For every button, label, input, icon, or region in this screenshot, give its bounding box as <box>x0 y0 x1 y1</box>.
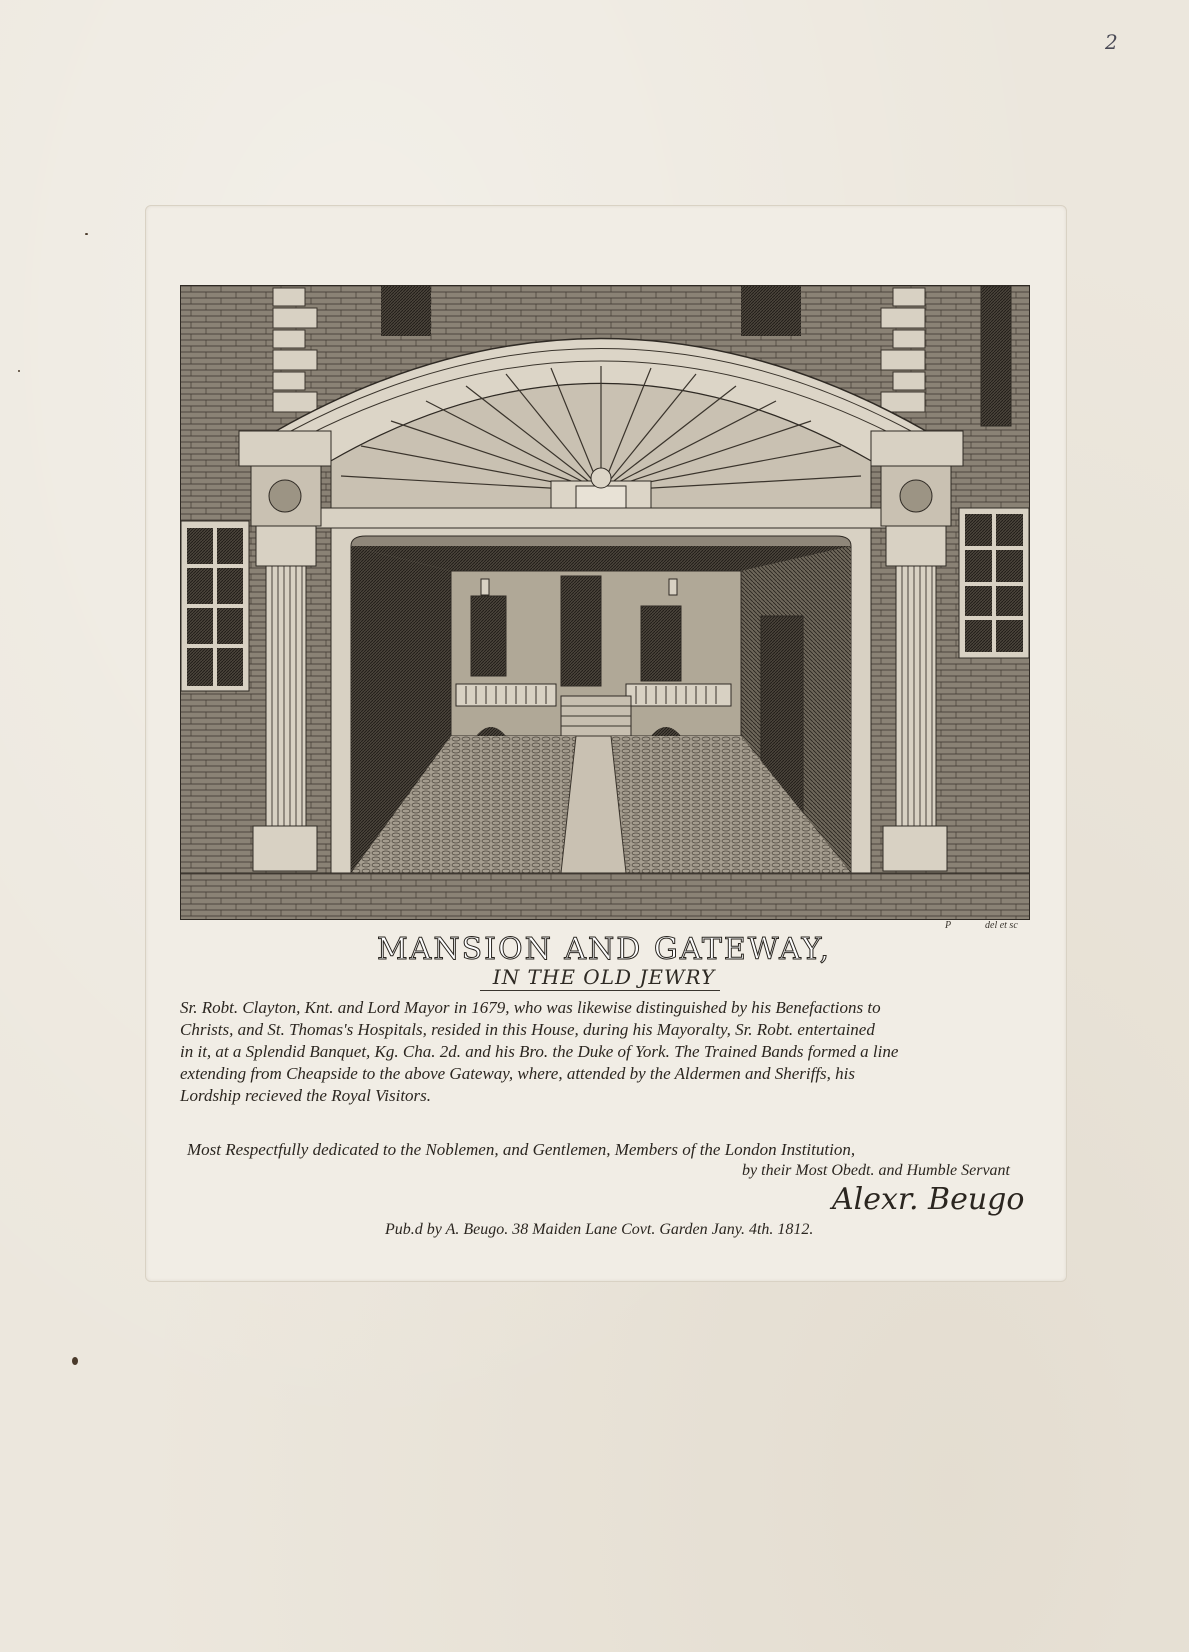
engraving-illustration <box>180 285 1030 920</box>
engraver-initial: P <box>945 920 952 931</box>
print-subtitle: IN THE OLD JEWRY <box>492 965 716 989</box>
gateway-engraving <box>181 286 1029 919</box>
dedication-servant-line: by their Most Obedt. and Humble Servant <box>742 1162 1010 1179</box>
historical-caption <box>180 997 1030 1107</box>
dedication-line: Most Respectfully dedicated to the Noblemen, and Gentlemen, Members of the London Institution, <box>187 1140 856 1159</box>
publication-imprint: Pub.d by A. Beugo. 38 Maiden Lane Covt. Garden Jany. 4th. 1812. <box>385 1221 814 1238</box>
balustrade-right <box>626 684 731 706</box>
window-left <box>181 521 249 691</box>
window-right <box>959 508 1029 658</box>
ink-speck <box>85 233 88 235</box>
print-title: MANSION AND GATEWAY, <box>376 932 832 967</box>
caption-line: Lordship recieved the Royal Visitors. <box>180 1086 432 1105</box>
ink-speck <box>72 1357 78 1365</box>
caption-line: in it, at a Splendid Banquet, Kg. Cha. 2d. and his Bro. the Duke of York. The Trained Bands formed a line <box>180 1042 899 1061</box>
caption-line: Christs, and St. Thomas's Hospitals, resided in this House, during his Mayoralty, Sr. Robt. entertained <box>180 1020 875 1039</box>
engraver-credit: del et sc <box>985 920 1018 931</box>
ink-speck <box>18 370 20 372</box>
caption-line: Sr. Robt. Clayton, Knt. and Lord Mayor in 1679, who was likewise distinguished by his Benefactions to <box>180 998 881 1017</box>
subtitle-rule <box>480 990 720 991</box>
page-number: 2 <box>1105 30 1118 54</box>
caption-line: extending from Cheapside to the above Gateway, where, attended by the Aldermen and Sheriffs, his <box>180 1064 855 1083</box>
artist-signature: Alexr. Beugo <box>832 1182 1025 1217</box>
